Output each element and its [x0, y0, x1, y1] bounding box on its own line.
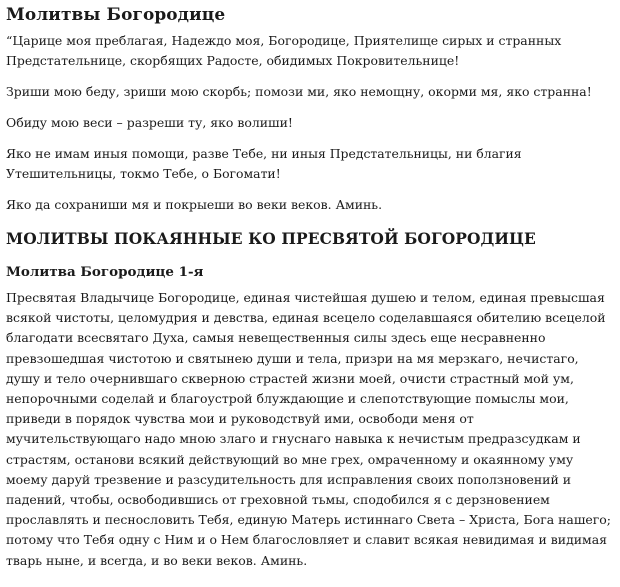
text-line: непорочными соделай и благоустрой блуждающие и слепотствующие помыслы мои,: [6, 391, 569, 407]
text-line: моему даруй трезвение и разсудительность для исправления своих поползновений и: [6, 471, 572, 487]
paragraph-2: Зриши мою беду, зриши мою скорбь; помози ми, яко немощну, окорми мя, яко странна!: [6, 84, 592, 99]
prayer-subheading: Молитва Богородице 1-я: [6, 264, 204, 280]
text-line: всякой чистоты, целомудрия и девства, единая всецело соделавшаяся обителию всецелой: [6, 310, 606, 326]
prayer-intro-paragraph: [6, 31, 616, 71]
paragraph-4: [6, 144, 616, 184]
text-line: прославлять и песнословить Тебя, единую Матерь истиннаго Света – Христа, Бога нашего;: [6, 512, 611, 528]
text-line: потому что Тебя одну с Ним и о Нем благословляет и славит всякая невидимая и видимая: [6, 532, 608, 548]
section-heading: МОЛИТВЫ ПОКАЯННЫЕ КО ПРЕСВЯТОЙ БОГОРОДИЦЕ: [6, 229, 536, 248]
text-line: “Царице моя преблагая, Надеждо моя, Богородице, Приятелище сирых и странных: [6, 33, 562, 48]
text-line: страстям, останови всякий действующий во мне грех, омраченному и окаянному уму: [6, 451, 574, 467]
paragraph-5: Яко да сохраниши мя и покрыеши во веки веков. Аминь.: [6, 197, 383, 212]
text-line: приведи в порядок чувства мои и руководствуй ими, освободи меня от: [6, 411, 474, 427]
text-line: Утешительницы, токмо Тебе, о Богомати!: [6, 166, 281, 181]
text-line: Пресвятая Владычице Богородице, единая чистейшая душею и телом, единая превысшая: [6, 290, 605, 305]
text-line: падений, чтобы, освободившись от греховной тьмы, сподобился я с дерзновением: [6, 492, 550, 508]
page-title: Молитвы Богородице: [6, 4, 226, 24]
text-line: превзошедшая чистотою и святынею души и тела, призри на мя мерзкаго, нечистаго,: [6, 350, 579, 366]
prayer-1-paragraph: [6, 288, 616, 571]
text-line: Предстательнице, скорбящих Радосте, обидимых Покровительнице!: [6, 53, 460, 68]
paragraph-3: Обиду мою веси – разреши ту, яко волиши!: [6, 115, 293, 130]
text-line: Яко не имам иныя помощи, разве Тебе, ни иныя Предстательницы, ни благия: [6, 146, 522, 161]
text-line: душу и тело очернившаго скверною страстей жизни моей, очисти страстный мой ум,: [6, 370, 574, 386]
text-line: тварь ныне, и всегда, и во веки веков. Аминь.: [6, 552, 308, 568]
text-line: благодати всесвятаго Духа, самыя невещественныя силы здесь еще несравненно: [6, 330, 546, 346]
text-line: мучительствующаго надо мною злаго и гнуснаго навыка к нечистым предразсудкам и: [6, 431, 581, 447]
